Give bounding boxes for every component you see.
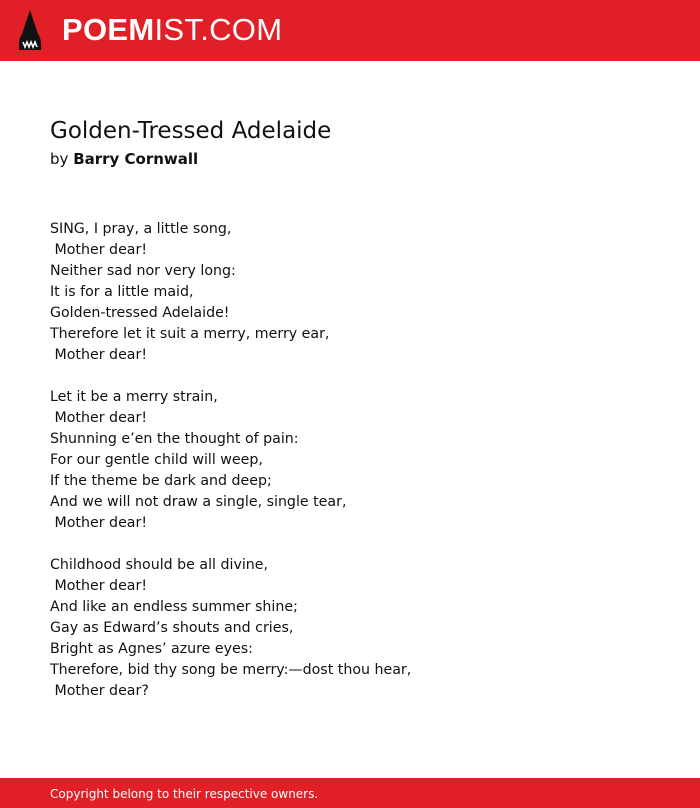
- stanza: [50, 555, 650, 702]
- poem-line: Mother dear!: [50, 242, 148, 258]
- copyright-notice: Copyright belong to their respective owners.: [50, 787, 319, 801]
- author-name: Barry Cornwall: [73, 150, 199, 168]
- poem-title: Golden-Tressed Adelaide: [50, 118, 332, 144]
- logo-light-text: IST.COM: [154, 12, 283, 47]
- poem-line: Therefore let it suit a merry, merry ear,: [50, 326, 330, 342]
- poem-line: Bright as Agnes’ azure eyes:: [50, 641, 253, 657]
- poem-line: Mother dear!: [50, 347, 148, 363]
- poem-line: Gay as Edward’s shouts and cries,: [50, 620, 294, 636]
- poem-line: Golden-tressed Adelaide!: [50, 305, 230, 321]
- poem-byline: [50, 149, 198, 169]
- poem-line: If the theme be dark and deep;: [50, 473, 272, 489]
- poem-line: Mother dear?: [50, 683, 149, 699]
- poem-line: Let it be a merry strain,: [50, 389, 218, 405]
- poem-line: Mother dear!: [50, 578, 148, 594]
- stanza: [50, 387, 650, 534]
- poem-line: And like an endless summer shine;: [50, 599, 298, 615]
- poem-line: SING, I pray, a little song,: [50, 221, 232, 237]
- site-footer: [0, 778, 700, 808]
- poem-line: Mother dear!: [50, 515, 148, 531]
- pen-nib-icon: [17, 8, 43, 52]
- poem-line: Therefore, bid thy song be merry:—dost thou hear,: [50, 662, 412, 678]
- poem-line: Mother dear!: [50, 410, 148, 426]
- poem-line: It is for a little maid,: [50, 284, 194, 300]
- byline-prefix: by: [50, 150, 69, 168]
- poem-line: Childhood should be all divine,: [50, 557, 269, 573]
- site-logo[interactable]: [62, 12, 282, 48]
- poem-line: And we will not draw a single, single tear,: [50, 494, 347, 510]
- poem-line: Shunning e’en the thought of pain:: [50, 431, 299, 447]
- poem-line: For our gentle child will weep,: [50, 452, 263, 468]
- logo-bold-text: POEM: [62, 12, 155, 47]
- poem-line: Neither sad nor very long:: [50, 263, 236, 279]
- stanza: [50, 219, 650, 366]
- poem-body: [50, 219, 650, 723]
- site-header: [0, 0, 700, 61]
